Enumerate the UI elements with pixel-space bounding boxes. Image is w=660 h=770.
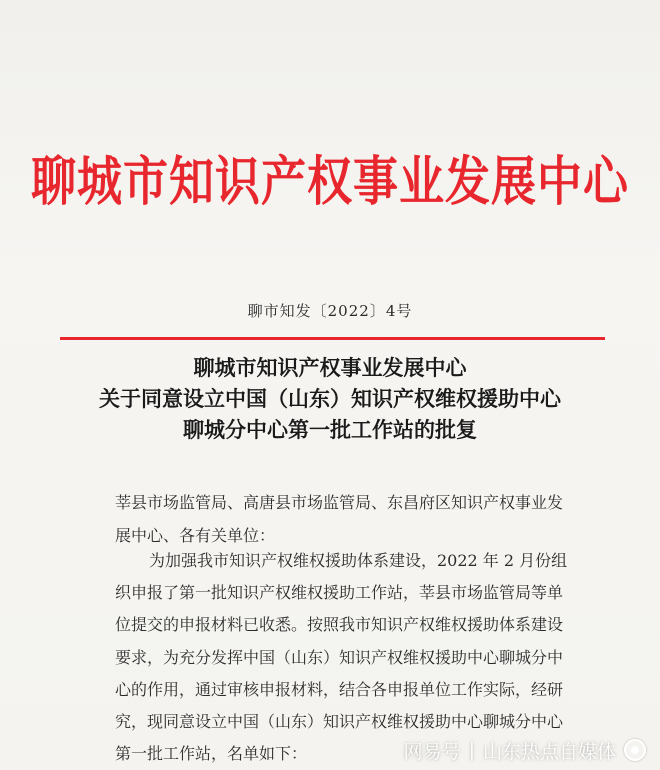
document-title xyxy=(0,353,660,446)
salutation xyxy=(115,486,615,552)
watermark-account: 山东热点自媒体 xyxy=(482,740,616,763)
body-line-4: 要求，为充分发挥中国（山东）知识产权维权援助中心聊城分中 xyxy=(115,647,564,667)
watermark-separator: | xyxy=(468,739,475,761)
salutation-line-1: 莘县市场监管局、高唐县市场监管局、东昌府区知识产权事业发 xyxy=(115,493,564,512)
title-line-1: 聊城市知识产权事业发展中心 xyxy=(193,356,467,380)
document-number: 聊市知发〔2022〕4号 xyxy=(247,302,413,320)
issuer-header: 聊城市知识产权事业发展中心 xyxy=(30,149,629,213)
title-line-2: 关于同意设立中国（山东）知识产权维权援助中心 xyxy=(99,387,561,411)
red-divider xyxy=(60,337,605,340)
salutation-line-2: 展中心、各有关单位： xyxy=(115,526,276,545)
source-watermark xyxy=(404,735,646,765)
body-line-5: 心的作用，通过审核申报材料，结合各申报单位工作实际，经研 xyxy=(115,679,564,699)
title-line-3: 聊城分中心第一批工作站的批复 xyxy=(183,418,477,442)
body-line-7: 第一批工作站，名单如下： xyxy=(115,744,308,764)
body-line-2: 织申报了第一批知识产权维权援助工作站，莘县市场监管局等单 xyxy=(115,583,564,603)
watermark-platform: 网易号 xyxy=(403,740,461,763)
body-line-6: 究，现同意设立中国（山东）知识产权维权援助中心聊城分中心 xyxy=(115,712,564,732)
watermark-logo-icon xyxy=(624,739,646,761)
body-line-1: 为加强我市知识产权维权援助体系建设，2022 年 2 月份组 xyxy=(149,551,568,570)
body-line-3: 位提交的申报材料已收悉。按照我市知识产权维权援助体系建设 xyxy=(115,615,564,635)
